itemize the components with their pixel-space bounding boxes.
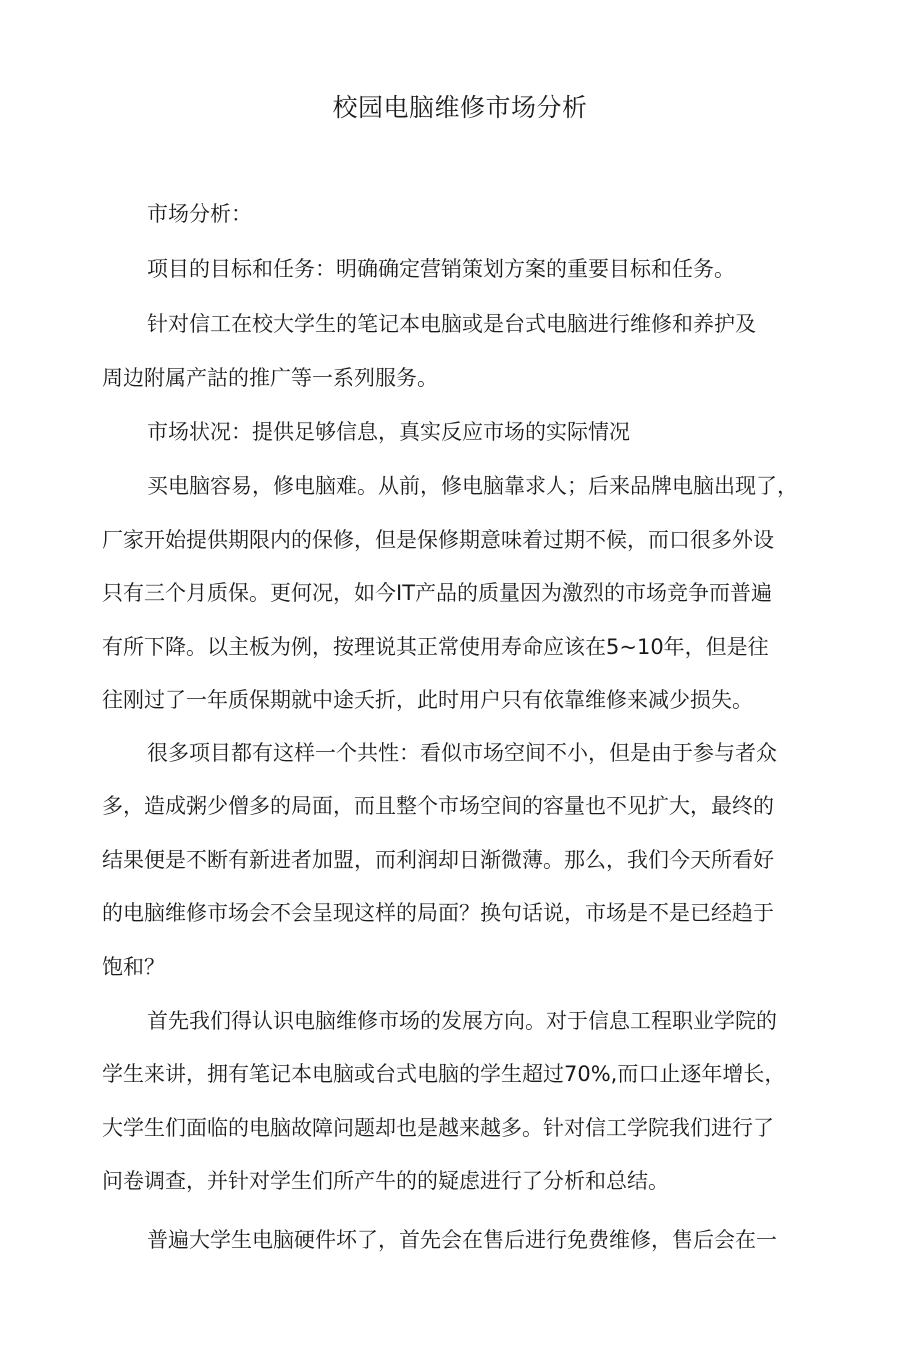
paragraph-line: 多，造成粥少僧多的局面，而且整个市场空间的容量也不见扩大，最终的 — [102, 794, 774, 818]
paragraph-line: 大学生们面临的电脑故障问题却也是越来越多。针对信工学院我们进行了 — [102, 1116, 774, 1140]
paragraph-line: 买电脑容易，修电脑难。从前，修电脑靠求人；后来品牌电脑出现了， — [147, 474, 798, 498]
document-title: 校园电脑维修市场分析 — [332, 93, 588, 122]
paragraph-line: 首先我们得认识电脑维修市场的发展方向。对于信息工程职业学院的 — [147, 1009, 777, 1033]
paragraph-line: 很多项目都有这样一个共性：看似市场空间不小，但是由于参与者众 — [147, 741, 777, 765]
paragraph-line: 市场分析： — [147, 202, 252, 226]
paragraph-line: 问卷调查，并针对学生们所产牛的的疑虑进行了分析和总结。 — [102, 1169, 669, 1193]
paragraph-line: 有所下降。以主板为例，按理说其正常使用寿命应该在5~10年，但是往 — [102, 635, 769, 659]
paragraph-line: 饱和？ — [102, 955, 165, 979]
paragraph-line: 只有三个月质保。更何况，如今IT产品的质量因为激烈的市场竞争而普遍 — [102, 581, 773, 605]
paragraph-line: 针对信工在校大学生的笔记本电脑或是台式电脑进行维修和养护及 — [147, 312, 756, 336]
paragraph-line: 周边附属产詁的推广等一系列服务。 — [102, 366, 438, 390]
paragraph-line: 结果便是不断有新进者加盟，而利润却日渐微薄。那么，我们今天所看好 — [102, 848, 774, 872]
paragraph-line: 往刚过了一年质保期就中途夭折，此时用户只有依靠维修来减少损失。 — [102, 688, 753, 712]
paragraph-line: 学生来讲，拥有笔记本电脑或台式电脑的学生超过70%,而口止逐年增长， — [102, 1062, 786, 1086]
paragraph-line: 项目的目标和任务：明确确定营销策划方案的重要目标和任务。 — [147, 257, 735, 281]
paragraph-line: 市场状况：提供足够信息，真实反应市场的实际情况 — [147, 420, 630, 444]
paragraph-line: 厂家开始提供期限内的保修，但是保修期意味着过期不候，而口很多外设 — [102, 528, 774, 552]
paragraph-line: 的电脑维修市场会不会呈现这样的局面？换句话说，市场是不是已经趋于 — [102, 901, 774, 925]
paragraph-line: 普遍大学生电脑硬件坏了，首先会在售后进行免费维修，售后会在一 — [147, 1228, 777, 1252]
